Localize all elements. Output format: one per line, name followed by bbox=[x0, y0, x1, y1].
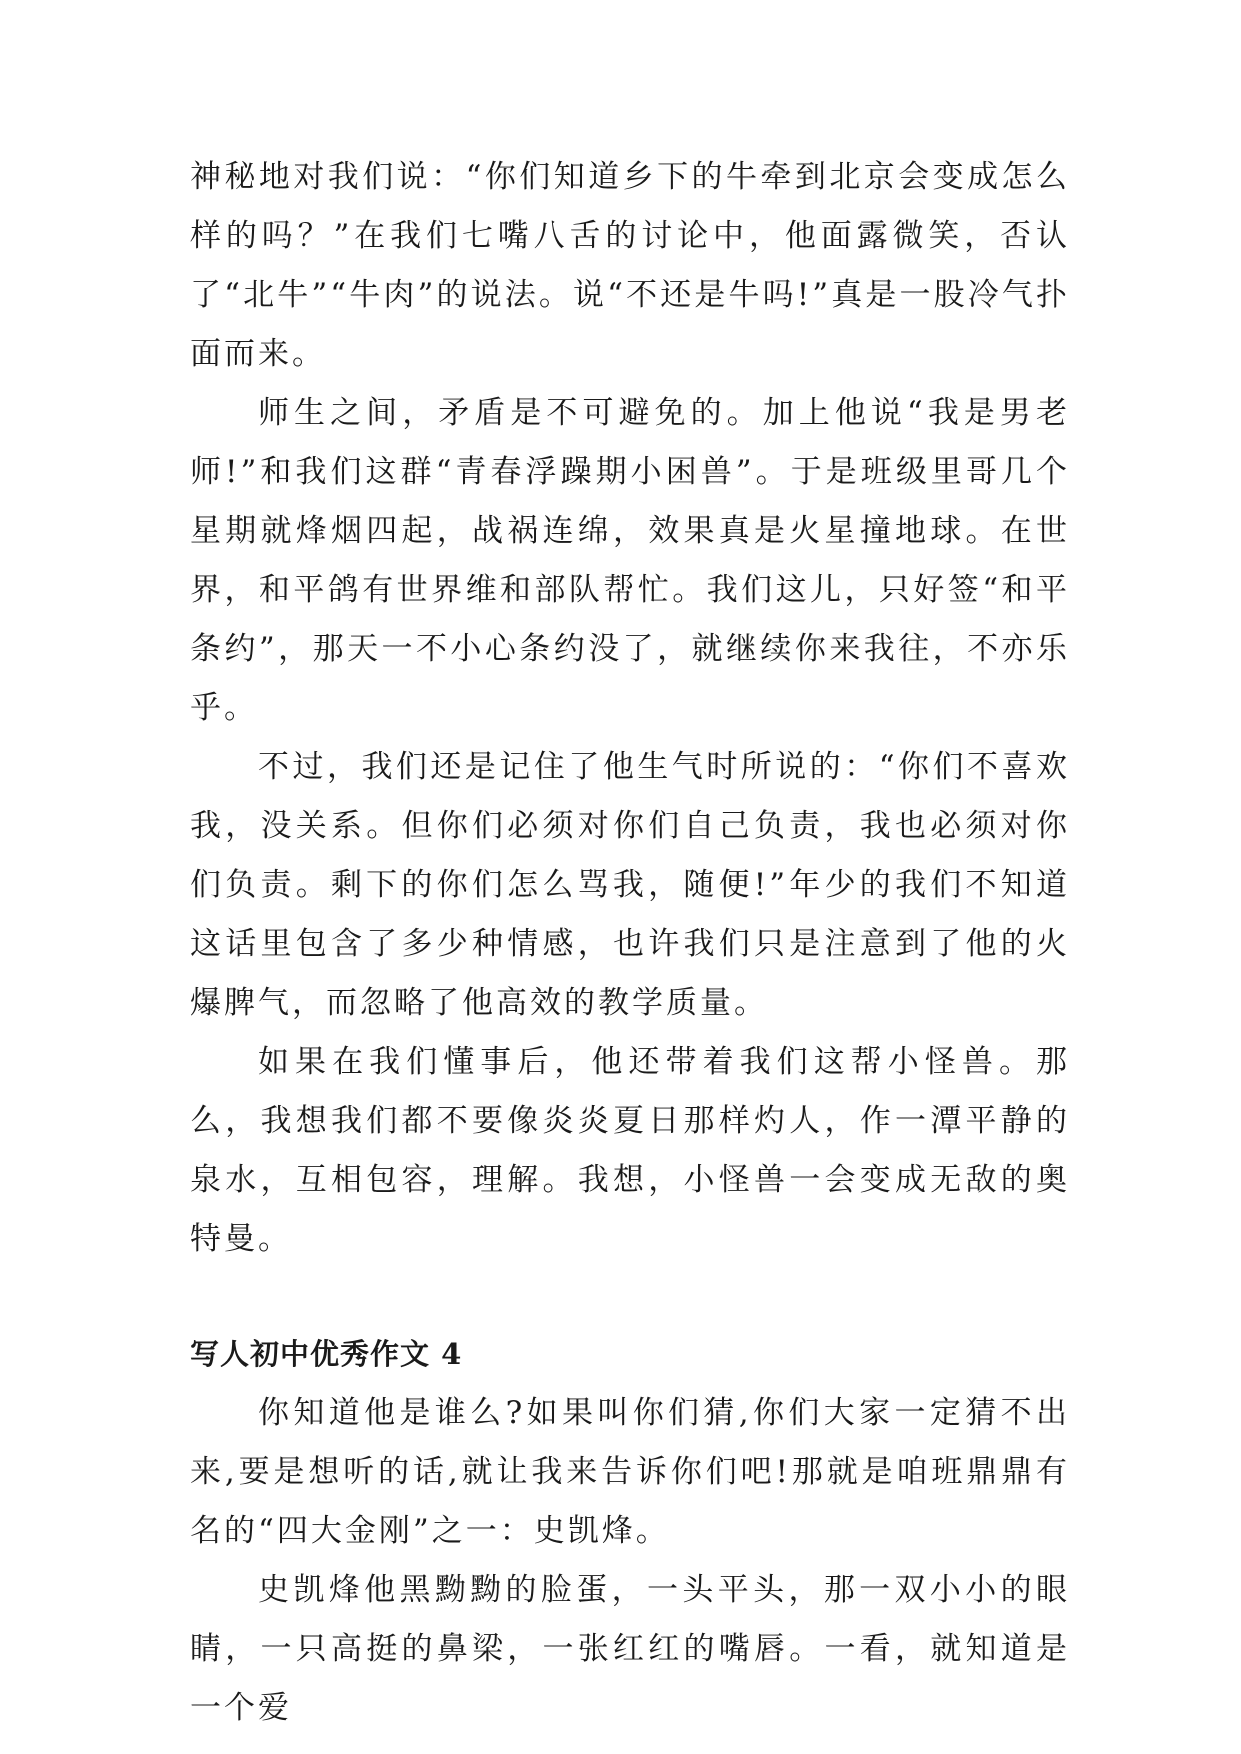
paragraph-5: 你知道他是谁么?如果叫你们猜,你们大家一定猜不出来,要是想听的话,就让我来告诉你们吧!那就是咱班鼎鼎有名的“四大金刚”之一：史凯烽。 bbox=[190, 1395, 1070, 1549]
paragraph-3: 不过，我们还是记住了他生气时所说的：“你们不喜欢我，没关系。但你们必须对你们自己负责，我也必须对你们负责。剩下的你们怎么骂我，随便!”年少的我们不知道这话里包含了多少种情感，也许我们只是注意到了他的火爆脾气，而忽略了他高效的教学质量。 bbox=[190, 749, 1070, 1021]
document-body bbox=[190, 148, 1070, 1738]
paragraph-2: 师生之间，矛盾是不可避免的。加上他说“我是男老师!”和我们这群“青春浮躁期小困兽”。于是班级里哥几个星期就烽烟四起，战祸连绵，效果真是火星撞地球。在世界，和平鸽有世界维和部队帮忙。我们这儿，只好签“和平条约”，那天一不小心条约没了，就继续你来我往，不亦乐乎。 bbox=[190, 395, 1070, 726]
paragraph-4: 如果在我们懂事后，他还带着我们这帮小怪兽。那么，我想我们都不要像炎炎夏日那样灼人，作一潭平静的泉水，互相包容，理解。我想，小怪兽一会变成无敌的奥特曼。 bbox=[190, 1044, 1070, 1257]
section-title: 写人初中优秀作文 4 bbox=[190, 1337, 463, 1371]
paragraph-6: 史凯烽他黑黝黝的脸蛋，一头平头，那一双小小的眼睛，一只高挺的鼻梁，一张红红的嘴唇。一看，就知道是一个爱 bbox=[190, 1572, 1070, 1726]
paragraph-1: 神秘地对我们说：“你们知道乡下的牛牵到北京会变成怎么样的吗？”在我们七嘴八舌的讨论中，他面露微笑，否认了“北牛”“牛肉”的说法。说“不还是牛吗!”真是一股冷气扑面而来。 bbox=[190, 159, 1070, 372]
